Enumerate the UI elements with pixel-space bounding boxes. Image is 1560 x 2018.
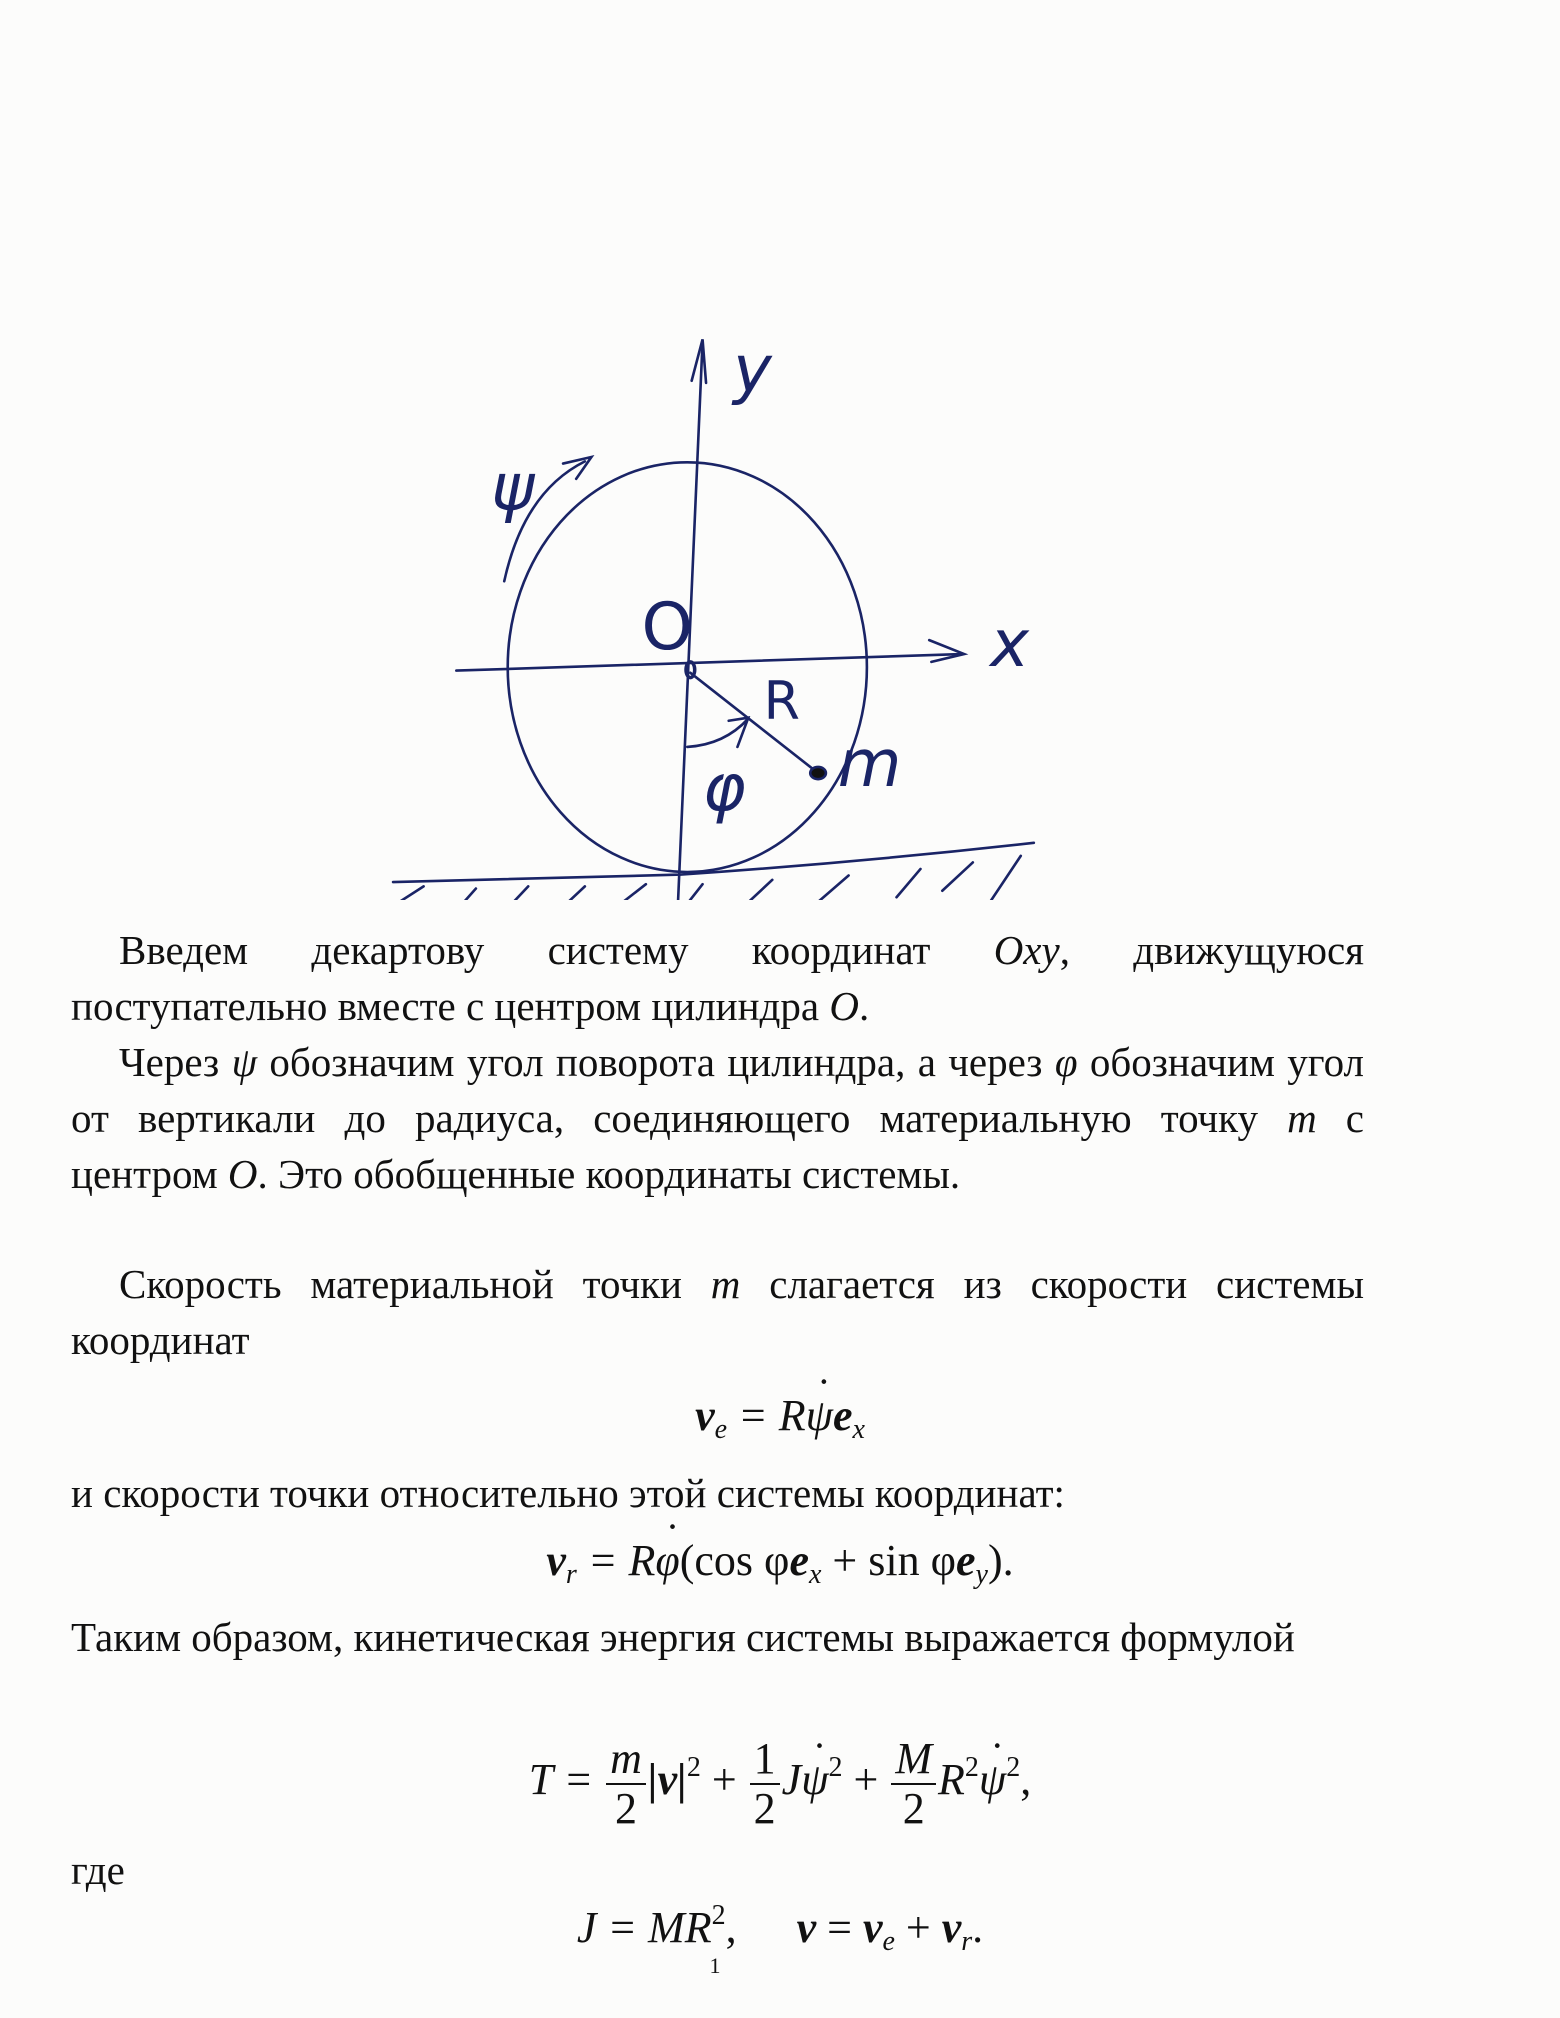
x-axis xyxy=(456,654,962,671)
text-relative-velocity: и скорости точки относительно этой системы координат: xyxy=(71,1470,1065,1516)
text-where: где xyxy=(71,1847,125,1893)
x-axis-arrowhead xyxy=(929,640,964,662)
label-phi: φ xyxy=(702,750,746,827)
label-psi: ψ xyxy=(491,449,535,526)
ground-line xyxy=(393,843,1034,882)
label-R: R xyxy=(763,670,800,732)
text-kinetic-energy: Таким образом, кинетическая энергия системы выражается формулой xyxy=(71,1614,1295,1660)
mass-point xyxy=(810,767,826,779)
ground-hatching xyxy=(393,856,1021,900)
cylinder-diagram xyxy=(380,300,1060,900)
paragraph-angles: Через ψ обозначим угол поворота цилиндра, а через φ обозначим угол от вертикали до радиуса, соединяющего материальную точку m с центром O. Это обобщенные координаты системы. xyxy=(71,1039,1364,1197)
equation-moment-velocity: $J = MR^2$, $v = v_e + v_r$. xyxy=(576,1900,984,1957)
equation-kinetic-energy: T = $\frac{m}{2}$ $|v|^2$ + $\frac{1}{2}$ J˙ $\psi^2$ + $\frac{M}{2}$ $R^2˙$ $\psi^2$, xyxy=(0,1735,1560,1833)
paragraph-velocity: Скорость материальной точки m слагается из скорости системы координат xyxy=(71,1261,1364,1363)
phi-arc-arrow xyxy=(687,718,748,747)
equation-ve: $v_e$ = R˙ $\psi e_x$ xyxy=(0,1390,1560,1446)
label-y: y xyxy=(733,331,772,408)
paragraph-coordinates: Введем декартову систему координат Oxy, движущуюся поступательно вместе с центром цилиндра O. xyxy=(71,927,1365,1029)
y-axis-arrowhead xyxy=(692,339,706,383)
label-O: O xyxy=(641,588,694,665)
page-number: 1 xyxy=(709,1953,721,1978)
label-x: x xyxy=(990,606,1029,683)
equation-vr: $v_r$ = R˙ φ(cos $\varphi e_x + \sin \varphi e_y$). xyxy=(0,1535,1560,1591)
label-m: m xyxy=(837,726,902,803)
